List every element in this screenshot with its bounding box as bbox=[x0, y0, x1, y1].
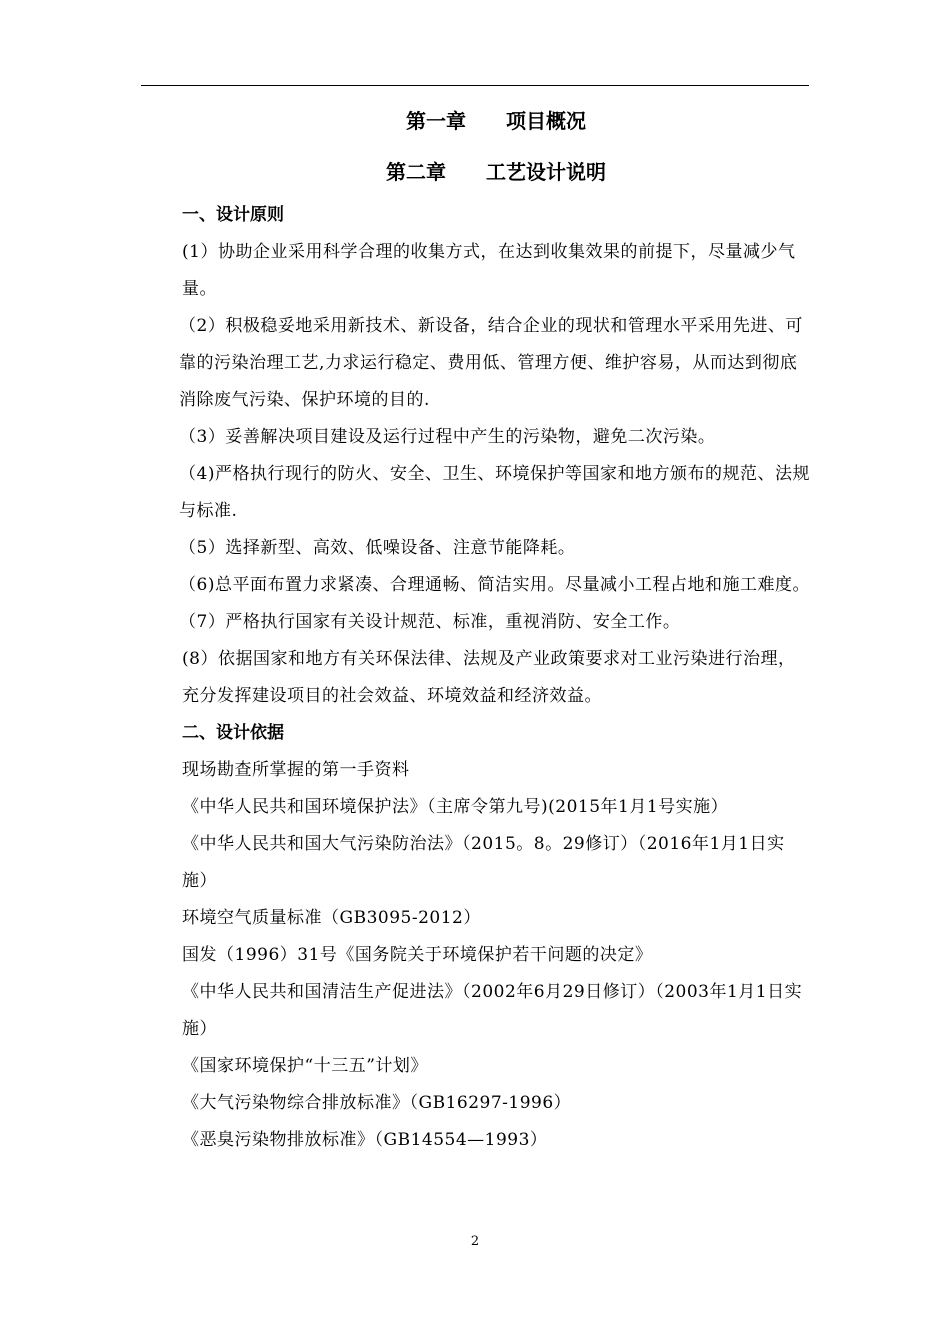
document-body bbox=[179, 100, 810, 1159]
page-number: 2 bbox=[470, 1234, 480, 1249]
basis-item: 《国家环境保护“十三五”计划》 bbox=[182, 1056, 428, 1076]
principle-5: （5）选择新型、高效、低噪设备、注意节能降耗。 bbox=[179, 538, 576, 558]
principle-6: （6)总平面布置力求紧凑、合理通畅、简洁实用。尽量减小工程占地和施工难度。 bbox=[179, 575, 810, 595]
principle-4: （4)严格执行现行的防火、安全、卫生、环境保护等国家和地方颁布的规范、法规与标准. bbox=[179, 464, 810, 521]
basis-item: 《恶臭污染物排放标准》（GB14554—1993） bbox=[182, 1130, 548, 1150]
basis-item: 《中华人民共和国大气污染防治法》（2015。8。29修订）（2016年1月1日实施） bbox=[182, 834, 785, 891]
section-design-principles-heading: 一、设计原则 bbox=[182, 205, 284, 225]
principle-7: （7）严格执行国家有关设计规范、标准，重视消防、安全工作。 bbox=[179, 612, 681, 632]
chapter-1-title: 第一章 项目概况 bbox=[406, 109, 586, 133]
section-design-basis-heading: 二、设计依据 bbox=[182, 723, 284, 743]
chapter-2-title: 第二章 工艺设计说明 bbox=[386, 160, 606, 184]
basis-item: 国发（1996）31号《国务院关于环境保护若干问题的决定》 bbox=[182, 945, 653, 965]
principle-3: （3）妥善解决项目建设及运行过程中产生的污染物，避免二次污染。 bbox=[179, 427, 716, 447]
principle-8: (8）依据国家和地方有关环保法律、法规及产业政策要求对工业污染进行治理，充分发挥建设项目的社会效益、环境效益和经济效益。 bbox=[182, 649, 796, 706]
basis-item: 环境空气质量标准（GB3095-2012） bbox=[182, 908, 481, 928]
principle-2: （2）积极稳妥地采用新技术、新设备，结合企业的现状和管理水平采用先进、可靠的污染治理工艺,力求运行稳定、费用低、管理方便、维护容易，从而达到彻底消除废气污染、保护环境的目的. bbox=[179, 316, 803, 410]
basis-item: 《大气污染物综合排放标准》（GB16297-1996） bbox=[182, 1093, 572, 1113]
header-rule bbox=[141, 85, 809, 86]
basis-item: 《中华人民共和国环境保护法》（主席令第九号)(2015年1月1号实施） bbox=[182, 797, 729, 817]
basis-item: 现场勘查所掌握的第一手资料 bbox=[182, 760, 410, 780]
principle-1: (1）协助企业采用科学合理的收集方式，在达到收集效果的前提下，尽量减少气量。 bbox=[182, 242, 796, 299]
basis-item: 《中华人民共和国清洁生产促进法》（2002年6月29日修订）（2003年1月1日实施） bbox=[182, 982, 803, 1039]
